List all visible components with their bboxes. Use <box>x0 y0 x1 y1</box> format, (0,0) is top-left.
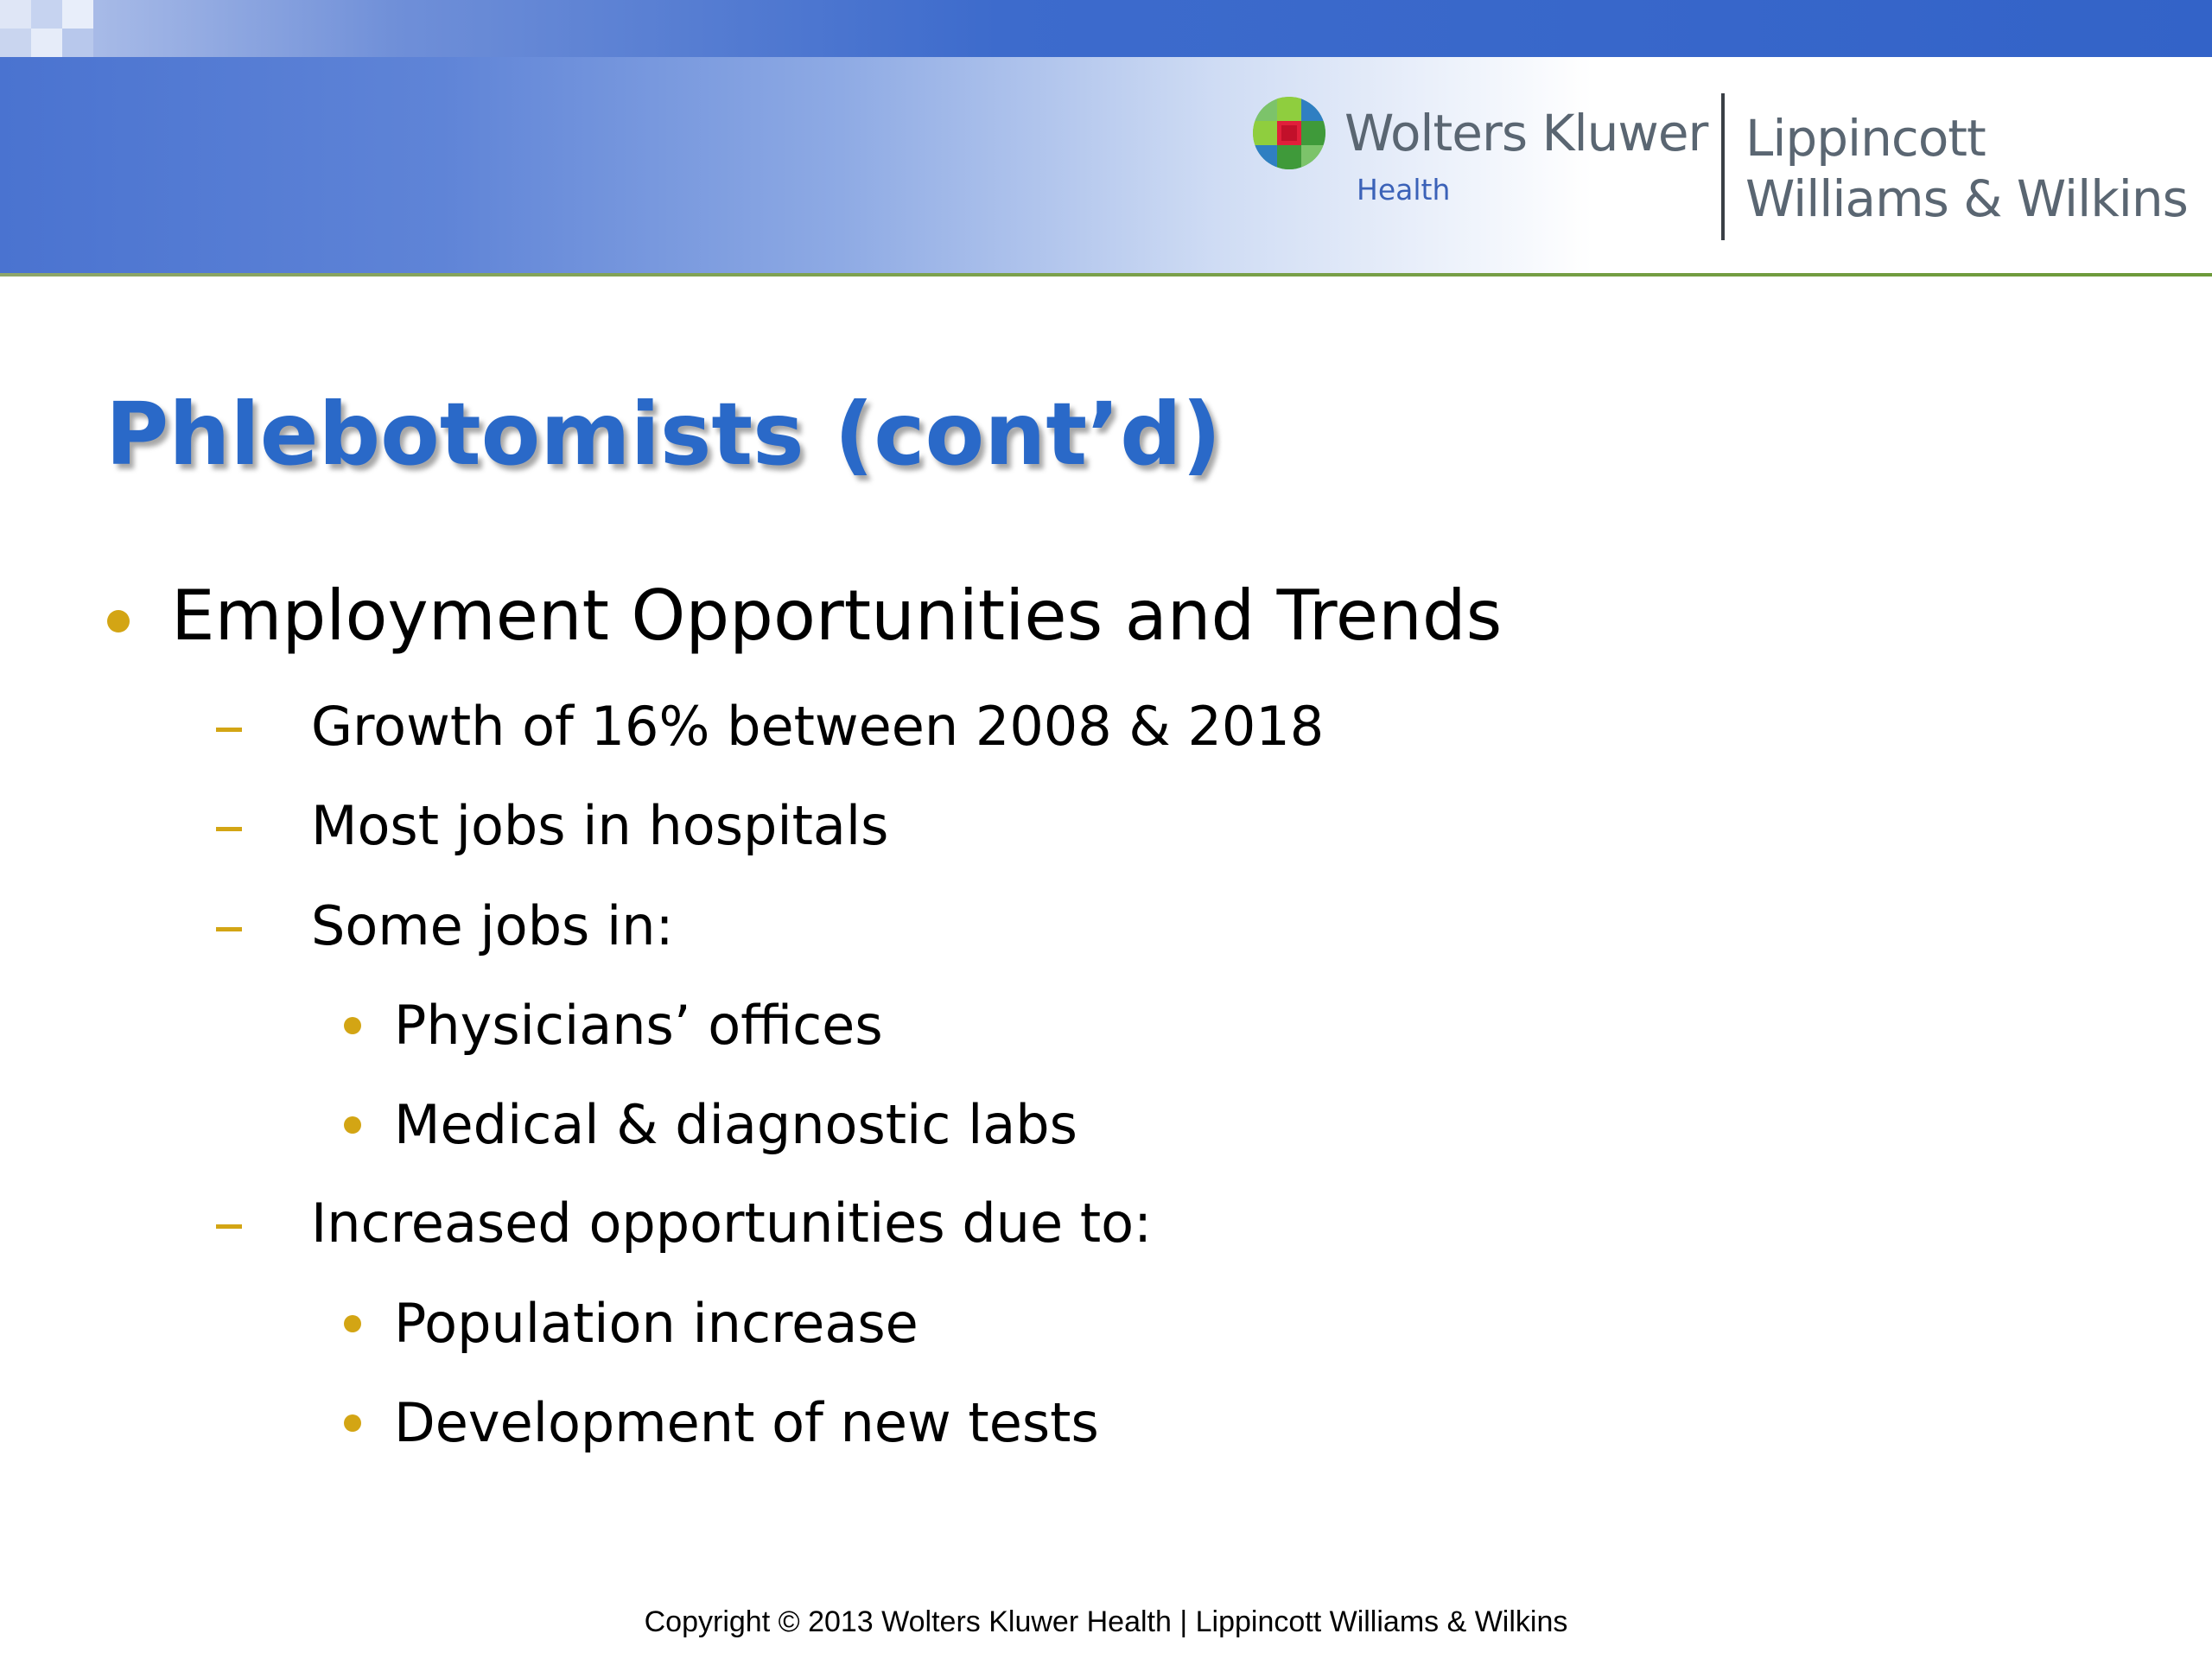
bullet-level2: Growth of 16% between 2008 & 2018 <box>311 695 1325 758</box>
bullet-dash-icon <box>216 927 242 931</box>
logo-divider <box>1721 93 1725 240</box>
bullet-dot-icon <box>107 610 130 632</box>
logo-imprint-line2: Williams & Wilkins <box>1745 169 2188 228</box>
logo-sub-brand: Health <box>1357 173 1451 207</box>
slide-title: Phlebotomists (cont’d) <box>105 384 1222 485</box>
bullet-dot-icon <box>344 1315 361 1332</box>
bullet-dash-icon <box>216 728 242 732</box>
header-divider-line <box>0 273 2212 276</box>
header-top-strip <box>0 0 2212 57</box>
logo-imprint-line1: Lippincott <box>1745 109 1986 168</box>
bullet-level3: Physicians’ offices <box>394 994 883 1057</box>
bullet-dot-icon <box>344 1017 361 1034</box>
bullet-level3: Population increase <box>394 1292 918 1355</box>
bullet-level2: Most jobs in hospitals <box>311 794 889 857</box>
wolters-kluwer-logo-icon <box>1253 97 1325 169</box>
bullet-dot-icon <box>344 1414 361 1432</box>
bullet-level3: Medical & diagnostic labs <box>394 1093 1077 1156</box>
bullet-level2: Some jobs in: <box>311 894 674 957</box>
bullet-level2: Increased opportunities due to: <box>311 1192 1152 1255</box>
header-checker-pattern <box>0 0 95 57</box>
footer-copyright: Copyright © 2013 Wolters Kluwer Health | Lippincott Williams & Wilkins <box>644 1605 1568 1638</box>
bullet-dash-icon <box>216 1224 242 1229</box>
logo-brand-name: Wolters Kluwer <box>1344 104 1708 162</box>
bullet-dash-icon <box>216 827 242 831</box>
bullet-level1: Employment Opportunities and Trends <box>171 575 1503 656</box>
bullet-dot-icon <box>344 1116 361 1134</box>
bullet-level3: Development of new tests <box>394 1391 1099 1454</box>
